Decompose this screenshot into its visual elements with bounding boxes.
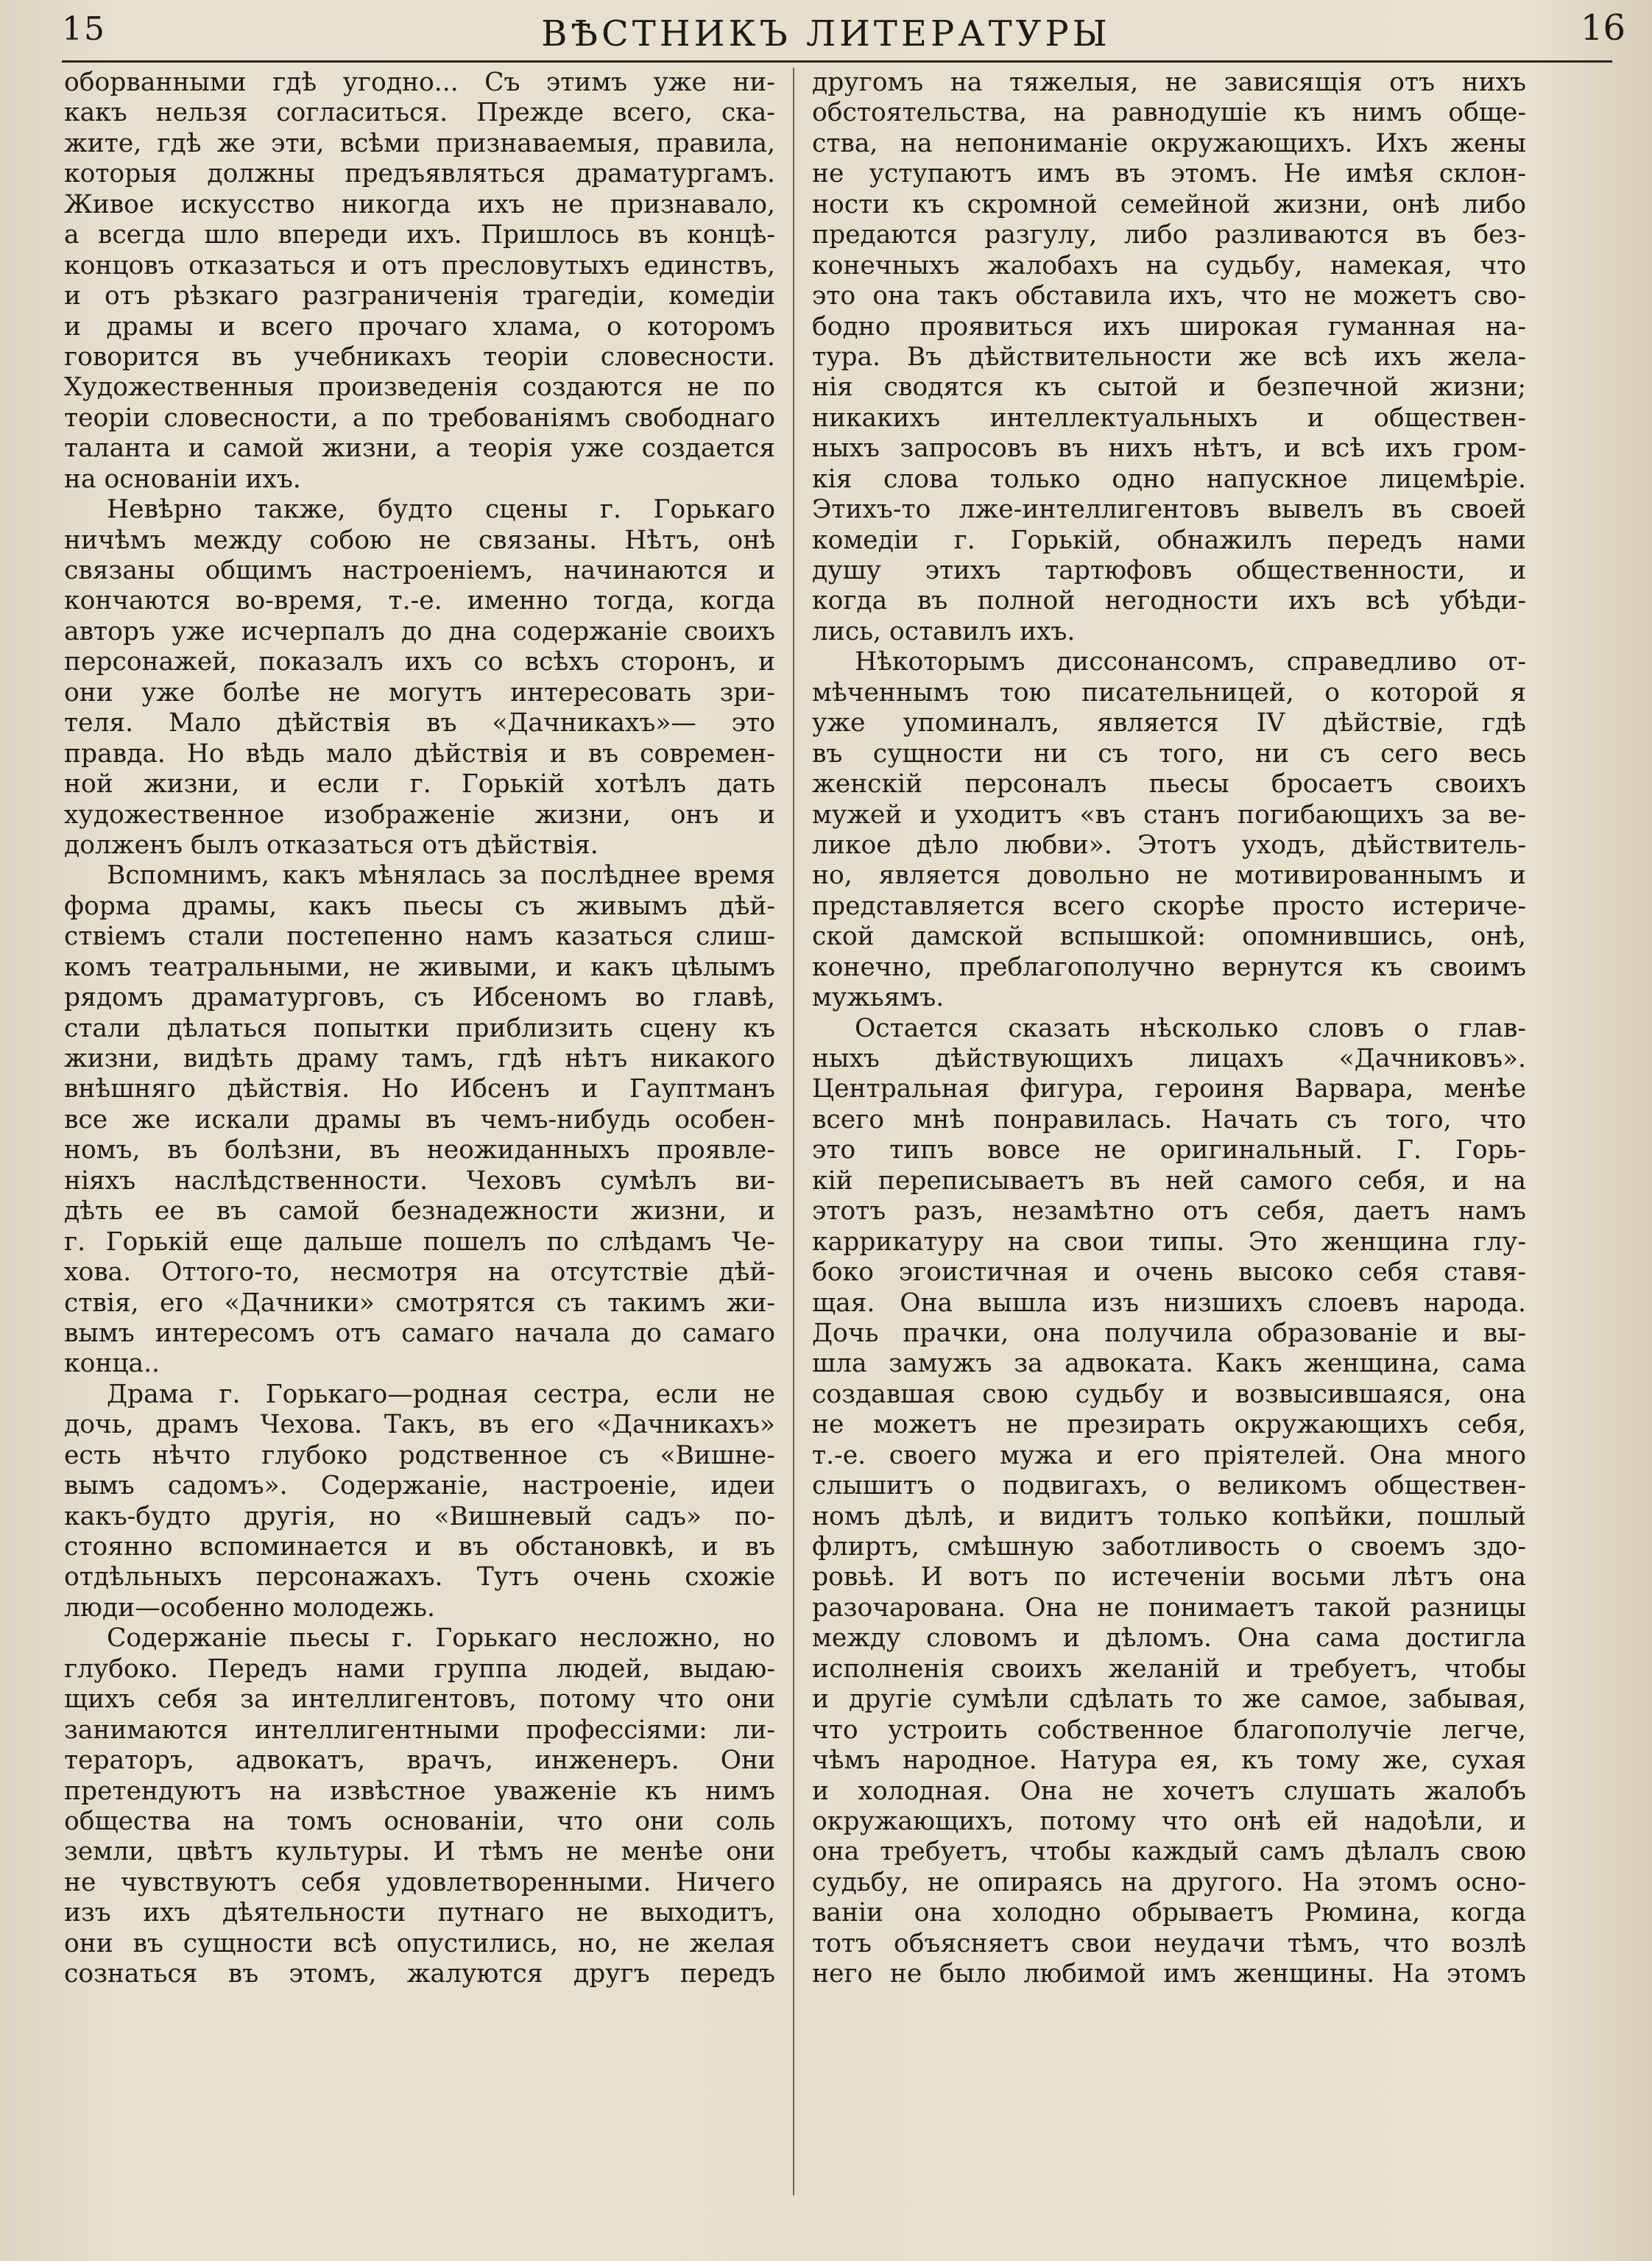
text-line: отдѣльныхъ персонажахъ. Тутъ очень схожіе [64, 1562, 775, 1592]
text-line: ства, на непониманіе окружающихъ. Ихъ жены [812, 128, 1526, 158]
text-line: и отъ рѣзкаго разграниченія трагедіи, комедіи [64, 281, 775, 311]
text-line: хова. Оттого-то, несмотря на отсутствіе дѣй- [64, 1258, 775, 1288]
text-line: ніяхъ наслѣдственности. Чеховъ сумѣлъ ви- [64, 1165, 775, 1196]
page-header [0, 7, 1652, 59]
text-line: ской дамской вспышкой: опомнившись, онѣ, [812, 922, 1526, 952]
text-line: тура. Въ дѣйствительности же всѣ ихъ жела- [812, 342, 1526, 372]
text-line: уже упоминалъ, является IV дѣйствіе, гдѣ [812, 708, 1526, 738]
text-line: ствіемъ стали постепенно намъ казаться слиш- [64, 922, 775, 952]
text-line: все же искали драмы въ чемъ-нибудь особен- [64, 1104, 775, 1135]
text-line: Содержаніе пьесы г. Горькаго несложно, но [107, 1623, 775, 1654]
text-line: мѣченнымъ тою писательницей, о которой я [812, 677, 1526, 708]
text-line: шла замужъ за адвоката. Какъ женщина, сама [812, 1349, 1526, 1379]
text-line: Живое искусство никогда ихъ не признавало, [64, 189, 775, 219]
text-line: Дочь прачки, она получила образованіе и вы- [812, 1318, 1526, 1348]
text-line: вымъ садомъ». Содержаніе, настроеніе, идеи [64, 1471, 775, 1501]
text-line: женскій персоналъ пьесы бросаетъ своихъ [812, 769, 1526, 800]
text-line: они уже болѣе не могутъ интересовать зри- [64, 677, 775, 708]
text-line: глубоко. Передъ нами группа людей, выдаю- [64, 1654, 775, 1684]
text-line: не можетъ не презирать окружающихъ себя, [812, 1410, 1526, 1440]
text-line: конечныхъ жалобахъ на судьбу, намекая, что [812, 250, 1526, 281]
text-line: мужей и уходитъ «въ станъ погибающихъ за ве- [812, 800, 1526, 830]
text-line: въ сущности ни съ того, ни съ сего весь [812, 738, 1526, 769]
text-line: ликое дѣло любви». Этотъ уходъ, дѣйствитель- [812, 830, 1526, 860]
text-line: говорится въ учебникахъ теоріи словесности. [64, 342, 775, 372]
text-line: между словомъ и дѣломъ. Она сама достигла [812, 1623, 1526, 1654]
text-line: кія слова только одно напускное лицемѣріе. [812, 464, 1526, 494]
text-line: ной жизни, и если г. Горькій хотѣлъ дать [64, 769, 775, 800]
text-line: не чувствуютъ себя удовлетворенными. Ничего [64, 1867, 775, 1897]
text-line: ваніи она холодно обрываетъ Рюмина, когда [812, 1898, 1526, 1928]
text-line: стали дѣлаться попытки приблизить сцену къ [64, 1013, 775, 1043]
text-line: это типъ вовсе не оригинальный. Г. Горь- [812, 1135, 1526, 1165]
text-line: ныхъ запросовъ въ нихъ нѣтъ, и всѣ ихъ гром- [812, 434, 1526, 464]
text-line: претендуютъ на извѣстное уваженіе къ нимъ [64, 1776, 775, 1806]
left-column [64, 68, 775, 1990]
text-line: долженъ былъ отказаться отъ дѣйствія. [64, 830, 599, 860]
text-line: окружающихъ, потому что онѣ ей надоѣли, и [812, 1806, 1526, 1836]
text-line: какъ-будто другія, но «Вишневый садъ» по- [64, 1501, 775, 1531]
text-line: вымъ интересомъ отъ самаго начала до самаго [64, 1318, 775, 1348]
text-line: г. Горькій еще дальше пошелъ по слѣдамъ Че- [64, 1227, 775, 1257]
text-line: Нѣкоторымъ диссонансомъ, справедливо от- [855, 647, 1526, 677]
text-line: жизни, видѣть драму тамъ, гдѣ нѣтъ никакого [64, 1044, 775, 1073]
text-line: Центральная фигура, героиня Варвара, менѣе [812, 1074, 1526, 1104]
text-line: боко эгоистичная и очень высоко себя ставя- [812, 1258, 1526, 1288]
text-line: жите, гдѣ же эти, всѣми признаваемыя, правила, [64, 128, 775, 158]
text-line: какъ нельзя согласиться. Прежде всего, ска- [64, 98, 775, 128]
text-line: и другіе сумѣли сдѣлать то же самое, забывая, [812, 1685, 1526, 1715]
text-line: Вспомнимъ, какъ мѣнялась за послѣднее время [107, 861, 775, 891]
text-line: обстоятельства, на равнодушіе къ нимъ обще- [812, 98, 1526, 128]
text-line: каррикатуру на свои типы. Это женщина глу- [812, 1227, 1526, 1257]
text-line: бодно проявиться ихъ широкая гуманная на- [812, 311, 1526, 342]
text-line: когда въ полной негодности ихъ всѣ убѣди- [812, 586, 1526, 616]
text-line: предаются разгулу, либо разливаются въ без- [812, 220, 1526, 250]
text-line: ствія, его «Дачники» смотрятся съ такимъ жи- [64, 1288, 775, 1318]
text-line: тераторъ, адвокатъ, врачъ, инженеръ. Они [64, 1746, 775, 1776]
text-line: щая. Она вышла изъ низшихъ слоевъ народа. [812, 1288, 1526, 1318]
text-line: лись, оставилъ ихъ. [812, 616, 1076, 646]
text-line: конечно, преблагополучно вернутся къ своимъ [812, 952, 1526, 982]
text-line: создавшая свою судьбу и возвысившаяся, она [812, 1379, 1526, 1409]
text-line: авторъ уже исчерпалъ до дна содержаніе своихъ [64, 616, 775, 646]
text-line: мужьямъ. [812, 983, 945, 1013]
text-line: персонажей, показалъ ихъ со всѣхъ сторонъ, и [64, 647, 775, 677]
text-line: Драма г. Горькаго—родная сестра, если не [107, 1379, 775, 1409]
page-number-left: 15 [62, 10, 106, 48]
header-rule [62, 60, 1612, 63]
text-line: чѣмъ народное. Натура ея, къ тому же, сухая [812, 1746, 1526, 1776]
text-line: связаны общимъ настроеніемъ, начинаются и [64, 556, 775, 585]
text-line: разочарована. Она не понимаетъ такой разницы [812, 1592, 1526, 1623]
text-line: этотъ разъ, незамѣтно отъ себя, даетъ намъ [812, 1196, 1526, 1227]
text-line: внѣшняго дѣйствія. Но Ибсенъ и Гауптманъ [64, 1074, 775, 1104]
text-line: номъ, въ болѣзни, въ неожиданныхъ проявле- [64, 1135, 775, 1165]
text-line: ничѣмъ между собою не связаны. Нѣтъ, онѣ [64, 525, 775, 555]
text-line: теоріи словесности, а по требованіямъ свободнаго [64, 403, 775, 433]
text-line: общества на томъ основаніи, что они соль [64, 1806, 775, 1836]
text-line: слышитъ о подвигахъ, о великомъ обществен- [812, 1471, 1526, 1501]
text-line: а всегда шло впереди ихъ. Пришлось въ концѣ- [64, 220, 775, 250]
text-line: комъ театральными, не живыми, и какъ цѣлымъ [64, 952, 775, 982]
text-line: правда. Но вѣдь мало дѣйствія и въ современ- [64, 738, 775, 769]
text-line: стоянно вспоминается и въ обстановкѣ, и въ [64, 1532, 775, 1562]
text-line: т.-е. своего мужа и его пріятелей. Она много [812, 1440, 1526, 1470]
text-line: щихъ себя за интеллигентовъ, потому что они [64, 1685, 775, 1715]
right-column [812, 68, 1526, 1990]
text-line: не уступаютъ имъ въ этомъ. Не имѣя склон- [812, 159, 1526, 189]
text-line: земли, цвѣтъ культуры. И тѣмъ не менѣе они [64, 1837, 775, 1867]
text-line: что устроить собственное благополучіе легче, [812, 1715, 1526, 1745]
text-line: она требуетъ, чтобы каждый самъ дѣлалъ свою [812, 1837, 1526, 1867]
journal-title: ВѢСТНИКЪ ЛИТЕРАТУРЫ [541, 13, 1111, 54]
text-line: нія сводятся къ сытой и безпечной жизни; [812, 373, 1526, 403]
text-line: всего мнѣ понравилась. Начать съ того, что [812, 1104, 1526, 1135]
text-line: и холодная. Она не хочетъ слушать жалобъ [812, 1776, 1526, 1806]
text-line: таланта и самой жизни, а теорія уже создается [64, 434, 775, 464]
text-line: художественное изображеніе жизни, онъ и [64, 800, 775, 830]
text-line: Художественныя произведенія создаются не по [64, 373, 775, 403]
text-line: рядомъ драматурговъ, съ Ибсеномъ во главѣ, [64, 983, 775, 1013]
text-line: исполненія своихъ желаній и требуетъ, чтобы [812, 1654, 1526, 1684]
text-line: но, является довольно не мотивированнымъ и [812, 861, 1526, 891]
text-line: люди—особенно молодежь. [64, 1592, 435, 1623]
text-line: форма драмы, какъ пьесы съ живымъ дѣй- [64, 891, 775, 921]
text-line: изъ ихъ дѣятельности путнаго не выходитъ, [64, 1898, 775, 1928]
text-line: которыя должны предъявляться драматургамъ. [64, 159, 775, 189]
text-line: на основаніи ихъ. [64, 464, 301, 494]
text-line: конца.. [64, 1349, 160, 1379]
text-line: кій переписываетъ въ ней самого себя, и на [812, 1165, 1526, 1196]
text-line: сознаться въ этомъ, жалуются другъ передъ [64, 1959, 775, 1989]
text-line: него не было любимой имъ женщины. На этомъ [812, 1959, 1526, 1989]
text-line: и драмы и всего прочаго хлама, о которомъ [64, 311, 775, 342]
text-line: душу этихъ тартюфовъ общественности, и [812, 556, 1526, 585]
text-line: оборванными гдѣ угодно... Съ этимъ уже ни- [64, 68, 775, 97]
text-line: Этихъ-то лже-интеллигентовъ вывелъ въ своей [812, 495, 1526, 525]
text-line: тотъ объясняетъ свои неудачи тѣмъ, что возлѣ [812, 1928, 1526, 1958]
text-line: ности къ скромной семейной жизни, онѣ либо [812, 189, 1526, 219]
text-line: занимаются интеллигентными профессіями: ли- [64, 1715, 775, 1745]
text-line: это она такъ обставила ихъ, что не можетъ сво- [812, 281, 1526, 311]
text-line: Остается сказать нѣсколько словъ о глав- [855, 1013, 1526, 1043]
text-line: теля. Мало дѣйствія въ «Дачникахъ»— это [64, 708, 775, 738]
text-line: ныхъ дѣйствующихъ лицахъ «Дачниковъ». [812, 1044, 1526, 1073]
text-line: другомъ на тяжелыя, не зависящія отъ нихъ [812, 68, 1526, 97]
text-line: концовъ отказаться и отъ пресловутыхъ единствъ, [64, 250, 775, 281]
text-line: никакихъ интеллектуальныхъ и обществен- [812, 403, 1526, 433]
text-line: представляется всего скорѣе просто истериче- [812, 891, 1526, 921]
text-line: дѣть ее въ самой безнадежности жизни, и [64, 1196, 775, 1227]
text-line: ровьѣ. И вотъ по истеченіи восьми лѣтъ она [812, 1562, 1526, 1592]
text-line: они въ сущности всѣ опустились, но, не желая [64, 1928, 775, 1958]
text-line: кончаются во-время, т.-е. именно тогда, когда [64, 586, 775, 616]
text-line: судьбу, не опираясь на другого. На этомъ осно- [812, 1867, 1526, 1897]
text-line: номъ дѣлѣ, и видитъ только копѣйки, пошлый [812, 1501, 1526, 1531]
page-number-right: 16 [1580, 7, 1625, 49]
column-divider [793, 68, 794, 2195]
text-line: дочь, драмъ Чехова. Такъ, въ его «Дачникахъ» [64, 1410, 775, 1440]
text-line: Невѣрно также, будто сцены г. Горькаго [107, 495, 775, 525]
text-line: комедіи г. Горькій, обнажилъ передъ нами [812, 525, 1526, 555]
text-line: флиртъ, смѣшную заботливость о своемъ здо- [812, 1532, 1526, 1562]
text-line: есть нѣчто глубоко родственное съ «Вишне- [64, 1440, 775, 1470]
